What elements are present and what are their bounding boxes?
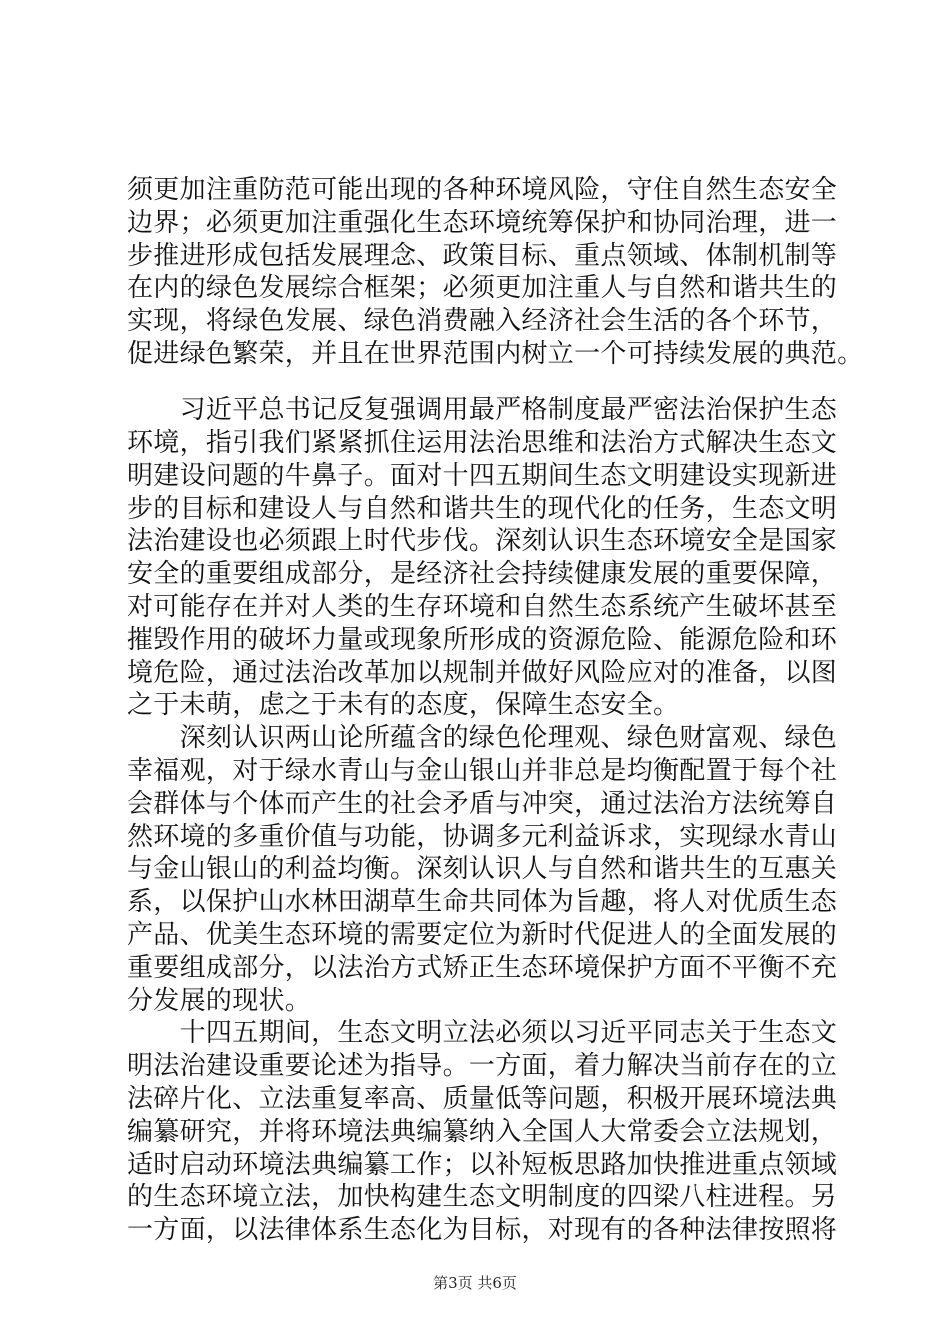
text-line: 实现，将绿色发展、绿色消费融入经济社会生活的各个环节，	[127, 306, 838, 336]
text-line: 深刻认识两山论所蕴含的绿色伦理观、绿色财富观、绿色	[127, 723, 838, 753]
text-line: 法治建设也必须跟上时代步伐。深刻认识生态环境安全是国家	[127, 526, 838, 556]
text-line: 须更加注重防范可能出现的各种环境风险，守住自然生态安全	[127, 175, 838, 205]
text-line: 分发展的现状。	[127, 986, 312, 1016]
text-line: 十四五期间，生态文明立法必须以习近平同志关于生态文	[127, 1018, 838, 1048]
text-line: 产品、优美生态环境的需要定位为新时代促进人的全面发展的	[127, 920, 838, 950]
text-line: 适时启动环境法典编纂工作；以补短板思路加快推进重点领域	[127, 1150, 838, 1180]
text-line: 系，以保护山水林田湖草生命共同体为旨趣，将人对优质生态	[127, 887, 838, 917]
text-line: 法碎片化、立法重复率高、质量低等问题，积极开展环境法典	[127, 1084, 838, 1114]
text-line: 对可能存在并对人类的生存环境和自然生态系统产生破坏甚至	[127, 592, 838, 622]
text-line: 的生态环境立法，加快构建生态文明制度的四梁八柱进程。另	[127, 1182, 838, 1212]
text-line: 步的目标和建设人与自然和谐共生的现代化的任务，生态文明	[127, 494, 838, 524]
text-line: 在内的绿色发展综合框架；必须更加注重人与自然和谐共生的	[127, 273, 838, 303]
text-line: 然环境的多重价值与功能，协调多元利益诉求，实现绿水青山	[127, 822, 838, 852]
text-line: 一方面，以法律体系生态化为目标，对现有的各种法律按照将	[127, 1215, 838, 1245]
text-line: 习近平总书记反复强调用最严格制度最严密法治保护生态	[127, 395, 838, 425]
text-line: 与金山银山的利益均衡。深刻认识人与自然和谐共生的互惠关	[127, 854, 838, 884]
text-line: 环境，指引我们紧紧抓住运用法治思维和法治方式解决生态文	[127, 428, 838, 458]
text-line: 之于未萌，虑之于未有的态度，保障生态安全。	[127, 690, 680, 720]
text-line: 边界；必须更加注重强化生态环境统筹保护和协同治理，进一	[127, 208, 838, 238]
text-line: 重要组成部分，以法治方式矫正生态环境保护方面不平衡不充	[127, 953, 838, 983]
text-line: 步推进形成包括发展理念、政策目标、重点领域、体制机制等	[127, 241, 838, 271]
text-line: 摧毁作用的破坏力量或现象所形成的资源危险、能源危险和环	[127, 625, 838, 655]
text-line: 幸福观，对于绿水青山与金山银山并非总是均衡配置于每个社	[127, 756, 838, 786]
text-line: 明法治建设重要论述为指导。一方面，着力解决当前存在的立	[127, 1051, 838, 1081]
text-line: 明建设问题的牛鼻子。面对十四五期间生态文明建设实现新进	[127, 461, 838, 491]
text-line: 会群体与个体而产生的社会矛盾与冲突，通过法治方法统筹自	[127, 789, 838, 819]
text-line: 安全的重要组成部分，是经济社会持续健康发展的重要保障，	[127, 559, 838, 589]
text-line: 促进绿色繁荣，并且在世界范围内树立一个可持续发展的典范。	[127, 339, 864, 369]
text-line: 编纂研究，并将环境法典编纂纳入全国人大常委会立法规划，	[127, 1117, 838, 1147]
page-number-footer: 第3页 共6页	[433, 1274, 517, 1292]
text-line: 境危险，通过法治改革加以规制并做好风险应对的准备，以图	[127, 658, 838, 688]
